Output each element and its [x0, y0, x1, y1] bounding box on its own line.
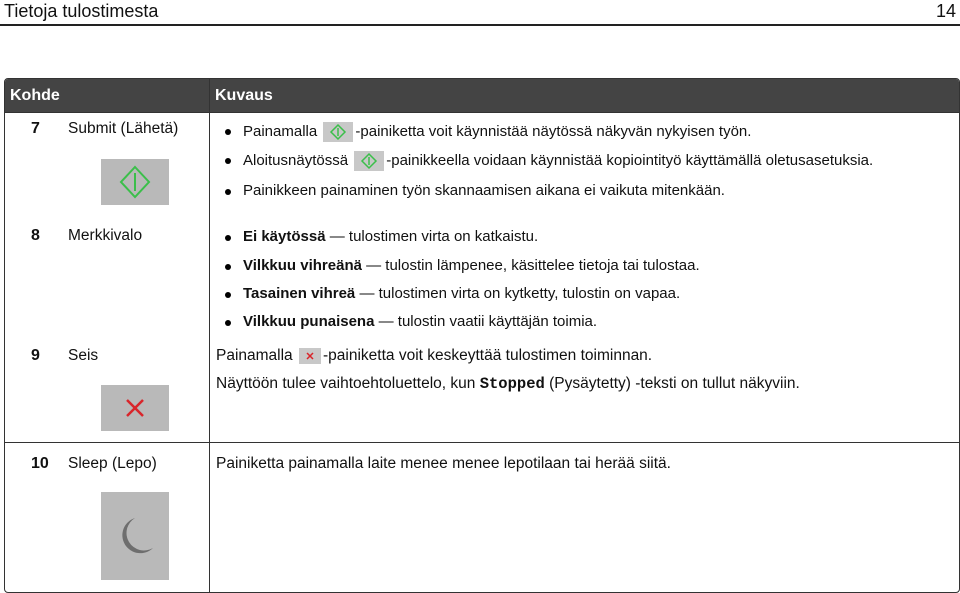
description-text: — tulostimen virta on kytketty, tulostin on vapaa.	[359, 285, 681, 302]
table-header	[5, 79, 959, 112]
list-item	[225, 122, 751, 142]
list-item	[225, 257, 700, 274]
row-number: 7	[31, 120, 40, 137]
item-description-table	[4, 78, 960, 593]
description-text: — tulostimen virta on katkaistu.	[329, 228, 539, 245]
description-text: Painamalla	[243, 122, 318, 140]
submit-diamond-icon	[101, 159, 169, 205]
description-text: -painiketta voit käynnistää näytössä näkyvän nykyisen työn.	[355, 122, 752, 140]
description-text: Aloitusnäytössä	[243, 151, 349, 169]
status-term: Vilkkuu punaisena	[243, 313, 375, 330]
row-number: 9	[31, 347, 40, 364]
description-text: — tulostin vaatii käyttäjän toimia.	[378, 313, 598, 330]
submit-diamond-icon	[323, 122, 353, 142]
description-text: Näyttöön tulee vaihtoehtoluettelo, kun	[216, 375, 476, 392]
description-text: -painiketta voit keskeyttää tulostimen toiminnan.	[323, 347, 653, 364]
row-divider	[5, 442, 959, 443]
list-item	[225, 228, 538, 245]
page-title: Tietoja tulostimesta	[4, 1, 159, 21]
status-term: Vilkkuu vihreänä	[243, 257, 362, 274]
description-line: Painiketta painamalla laite menee menee lepotilaan tai herää siitä.	[216, 455, 671, 472]
header-rule	[0, 24, 960, 26]
row-number: 10	[31, 455, 49, 472]
row-item-name: Seis	[68, 347, 99, 364]
column-header-item: Kohde	[10, 87, 60, 104]
page-number: 14	[935, 1, 956, 21]
stop-x-icon	[299, 348, 321, 364]
row-number: 8	[31, 227, 40, 244]
description-text: Painamalla	[216, 347, 293, 364]
list-item	[225, 285, 680, 302]
description-text: — tulostin lämpenee, käsittelee tietoja tai tulostaa.	[366, 257, 700, 274]
status-term: Tasainen vihreä	[243, 285, 356, 302]
list-item	[225, 182, 725, 199]
row-item-name: Merkkivalo	[68, 227, 143, 244]
column-divider	[209, 79, 210, 592]
description-line	[216, 347, 652, 365]
sleep-moon-icon	[101, 492, 169, 580]
description-text: (Pysäytetty) -teksti on tullut näkyviin.	[549, 375, 800, 392]
status-term: Ei käytössä	[243, 228, 326, 245]
description-line	[216, 375, 800, 393]
submit-diamond-icon	[354, 151, 384, 171]
header-divider	[5, 112, 959, 113]
list-item	[225, 151, 873, 171]
column-header-description: Kuvaus	[215, 87, 273, 104]
description-text: Painikkeen painaminen työn skannaamisen aikana ei vaikuta mitenkään.	[243, 182, 725, 199]
description-text: -painikkeella voidaan käynnistää kopiointityö käyttämällä oletusasetuksia.	[386, 151, 874, 169]
status-code: Stopped	[479, 375, 545, 393]
stop-x-icon	[101, 385, 169, 431]
row-item-name: Submit (Lähetä)	[68, 120, 179, 137]
list-item	[225, 313, 597, 330]
row-item-name: Sleep (Lepo)	[68, 455, 157, 472]
page-header	[0, 0, 960, 24]
